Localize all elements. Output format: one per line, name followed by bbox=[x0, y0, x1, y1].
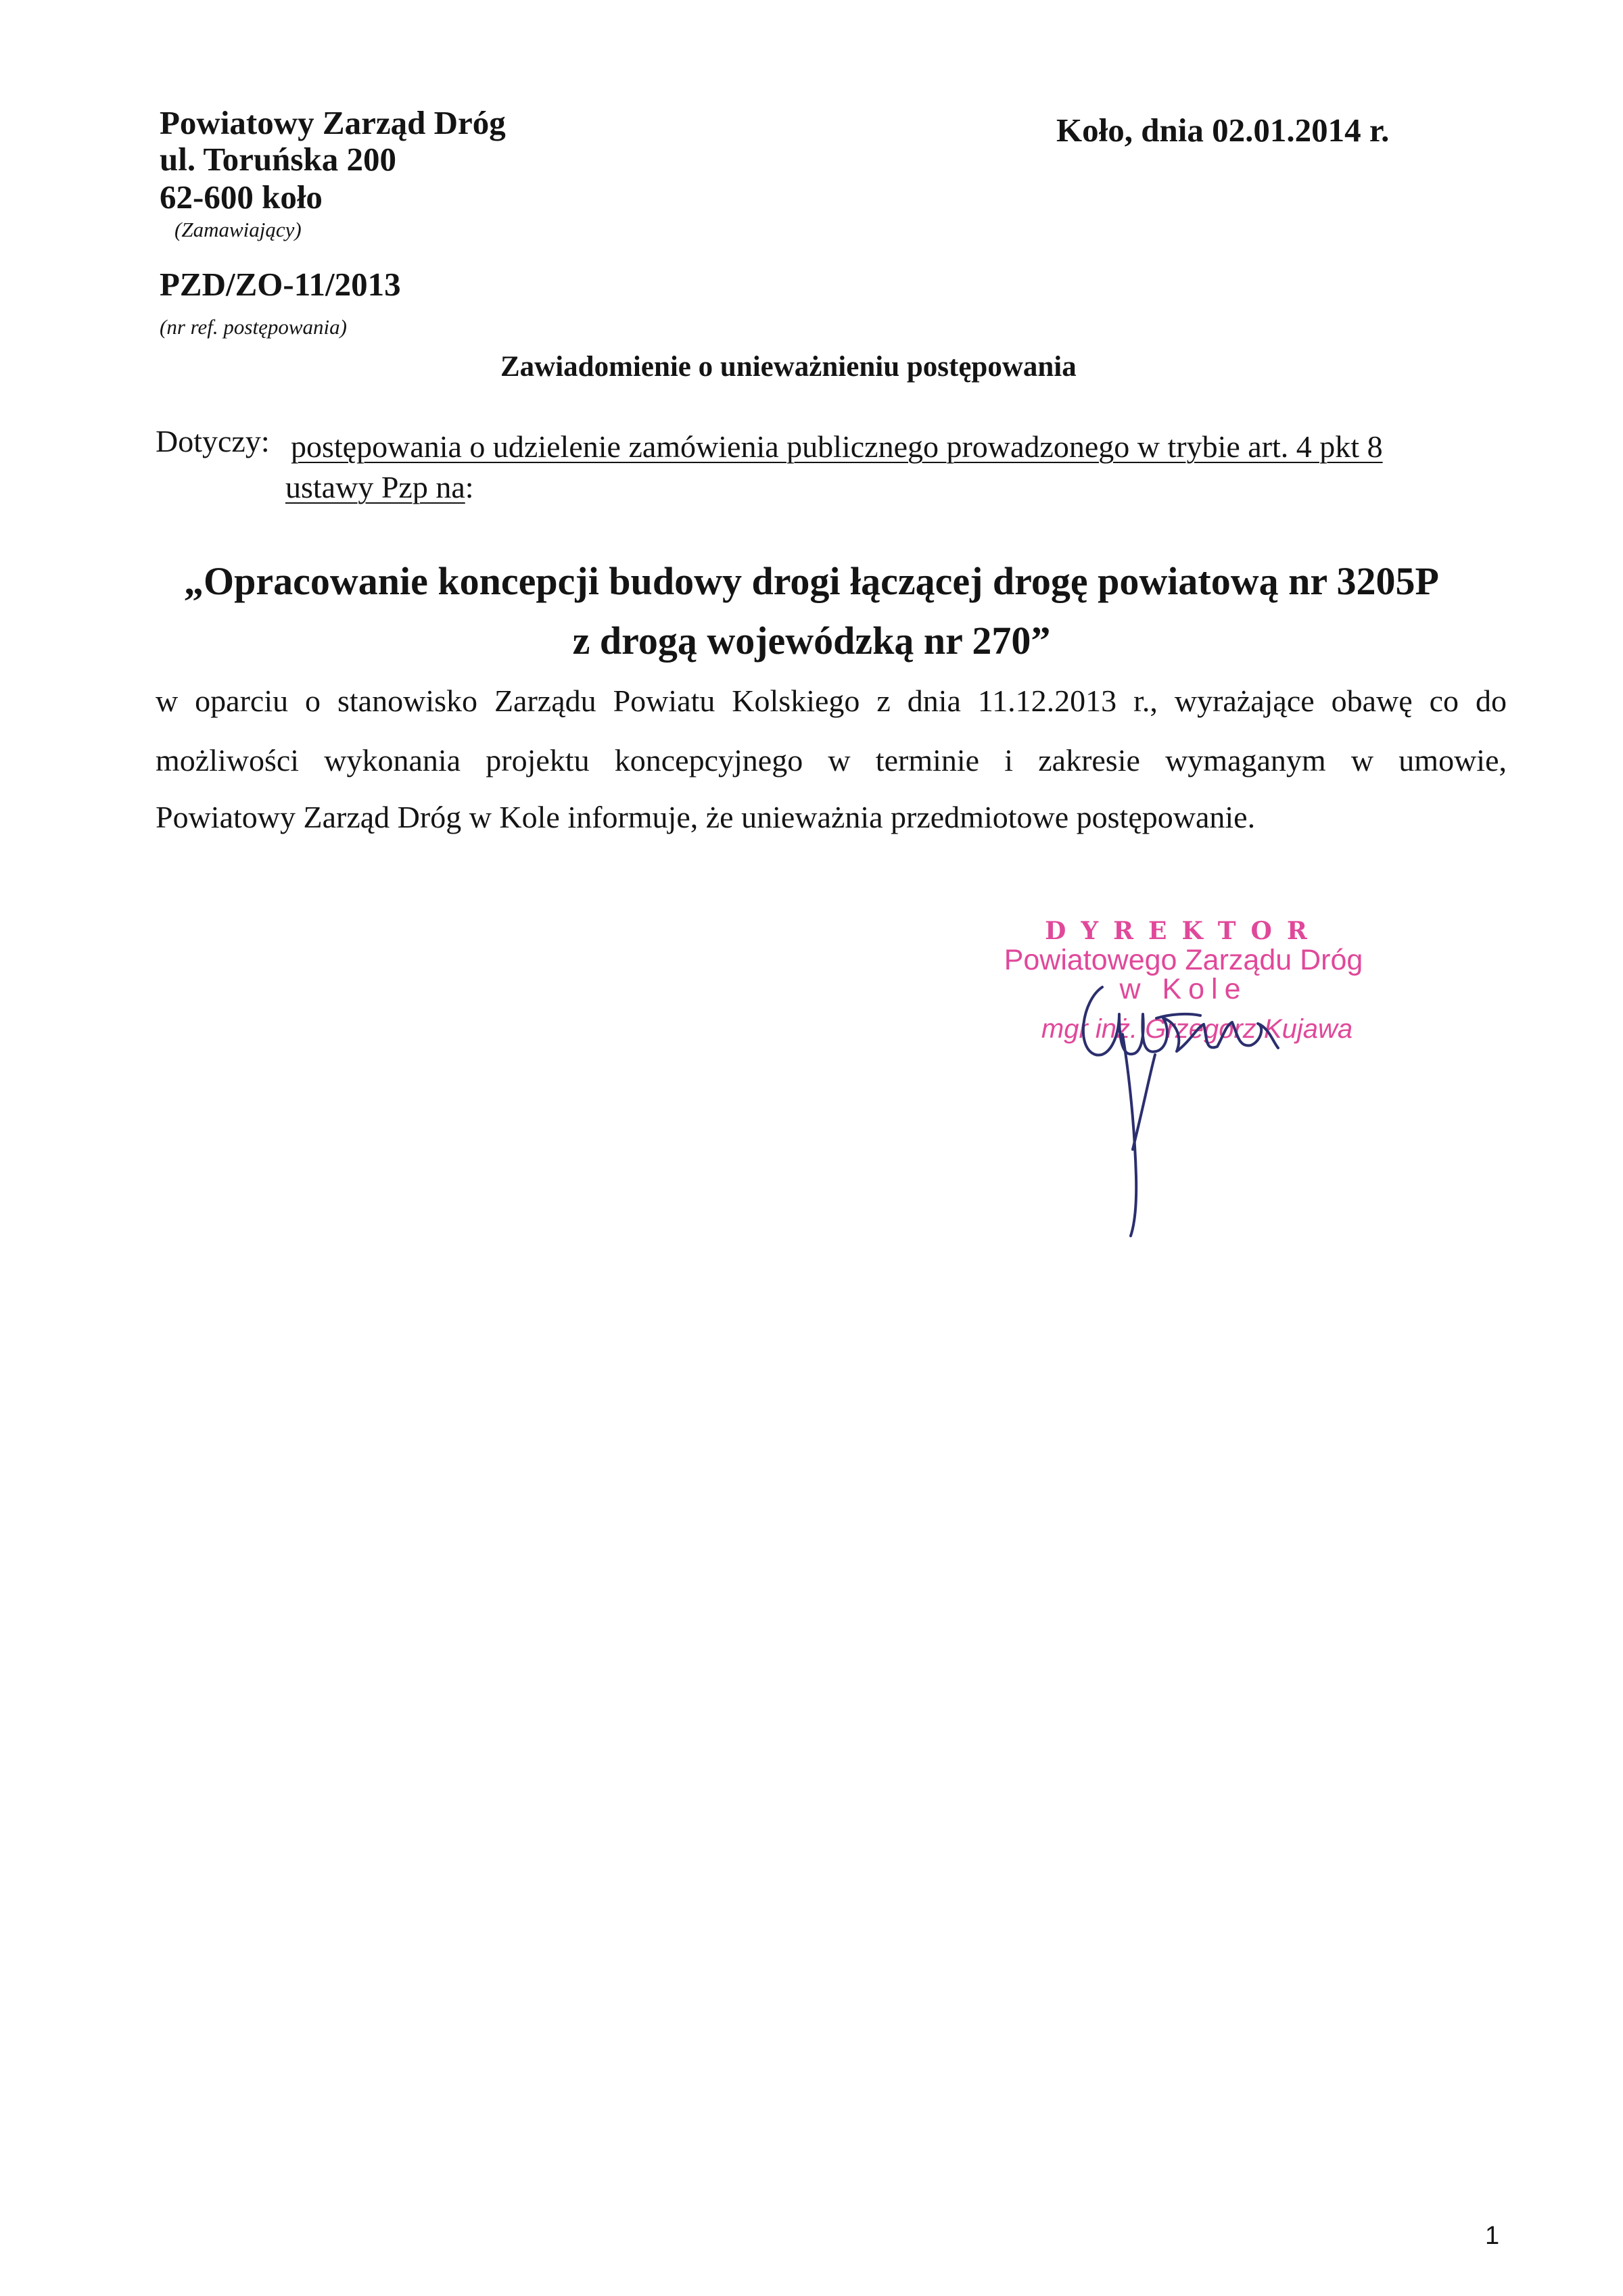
reference-number: PZD/ZO-11/2013 bbox=[160, 266, 401, 303]
handwritten-signature bbox=[1055, 974, 1312, 1237]
body-line-3: Powiatowy Zarząd Dróg w Kole informuje, że unieważnia przedmiotowe postępowanie. bbox=[156, 800, 1256, 834]
reference-label: (nr ref. postępowania) bbox=[160, 315, 347, 339]
sender-postal-city: 62-600 koło bbox=[160, 178, 323, 216]
regarding-label: Dotyczy: bbox=[156, 424, 270, 458]
sender-name: Powiatowy Zarząd Dróg bbox=[160, 104, 506, 141]
stamp-office: Powiatowego Zarządu Dróg bbox=[1004, 944, 1363, 976]
document-date: Koło, dnia 02.01.2014 r. bbox=[1056, 112, 1390, 149]
stamp-place: w Kole bbox=[1119, 973, 1248, 1005]
sender-role-label: (Zamawiający) bbox=[174, 218, 302, 241]
page-number: 1 bbox=[1485, 2222, 1500, 2250]
subject-line-1: „Opracowanie koncepcji budowy drogi łączącej drogę powiatową nr 3205P bbox=[184, 559, 1439, 603]
stamp-title: DYREKTOR bbox=[1045, 917, 1322, 945]
notice-title: Zawiadomienie o unieważnieniu postępowania bbox=[500, 351, 1077, 383]
body-line-2: możliwości wykonania projektu koncepcyjnego w terminie i zakresie wymaganym w umowie, bbox=[156, 743, 1507, 778]
regarding-line-1 bbox=[291, 426, 1383, 468]
subject-line-2: z drogą wojewódzką nr 270” bbox=[572, 619, 1051, 663]
sender-street: ul. Toruńska 200 bbox=[160, 141, 396, 178]
body-line-1: w oparciu o stanowisko Zarządu Powiatu Kolskiego z dnia 11.12.2013 r., wyrażające obawę co do bbox=[156, 684, 1507, 718]
regarding-line-2 bbox=[285, 467, 474, 508]
regarding-colon: : bbox=[465, 470, 474, 504]
regarding-text-2: ustawy Pzp na bbox=[285, 470, 465, 504]
stamp-name: mgr inż. Grzegorz Kujawa bbox=[1041, 1014, 1353, 1044]
regarding-text-1: postępowania o udzielenie zamówienia publicznego prowadzonego w trybie art. 4 pkt 8 bbox=[291, 429, 1383, 464]
